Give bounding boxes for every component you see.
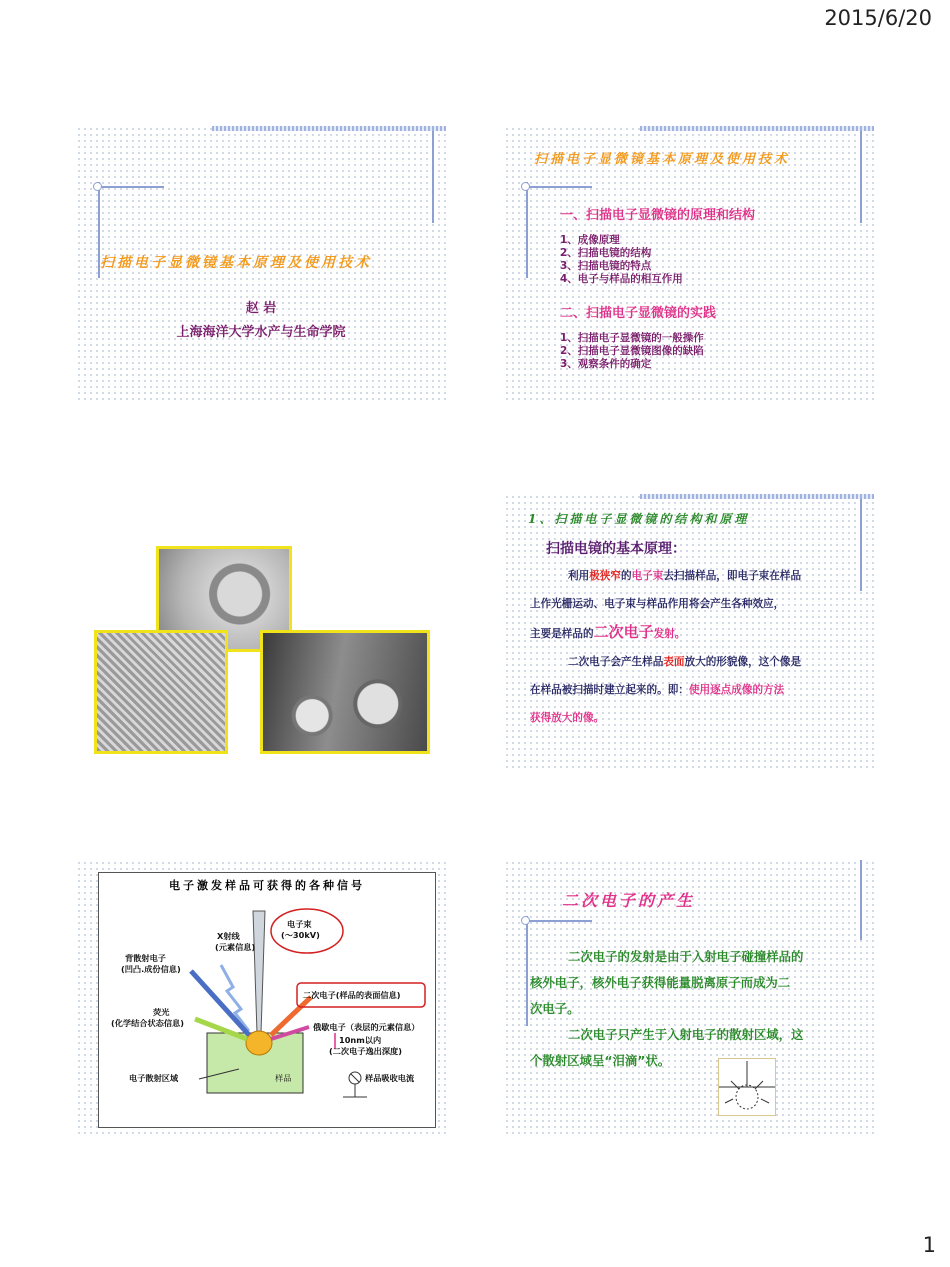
- decorative-line: [860, 131, 862, 223]
- teardrop-scatter-illustration: [718, 1058, 776, 1116]
- slide-3: [76, 494, 446, 772]
- decorative-dot: [93, 182, 102, 191]
- label-secondary-electron: 二次电子(样品的表面信息): [303, 990, 401, 1000]
- list-item: 3、扫描电镜的特点: [560, 260, 652, 272]
- decorative-line: [432, 131, 434, 223]
- label-scatter-region: 电子散射区域: [129, 1073, 179, 1083]
- highlight-text: 发射。: [653, 628, 686, 640]
- page-number: 1: [922, 1233, 936, 1257]
- label-electron-beam: 电子束: [287, 919, 312, 929]
- section-2-list: [560, 332, 704, 371]
- list-item: 2、扫描电镜的结构: [560, 247, 652, 259]
- decorative-bar: [212, 126, 446, 131]
- list-item: 4、电子与样品的相互作用: [560, 273, 683, 285]
- list-item: 1、成像原理: [560, 234, 620, 246]
- slide-2: [504, 126, 874, 404]
- text: 利用: [568, 570, 590, 582]
- label-absorbed-current: 样品吸收电流: [365, 1073, 415, 1083]
- text: 放大的形貌像，这个像是: [684, 656, 802, 668]
- decorative-dot: [521, 182, 530, 191]
- label-beam-energy: (～30kV): [281, 930, 320, 940]
- decorative-dot: [521, 916, 530, 925]
- paragraph-line: [530, 562, 870, 590]
- slide-subheading: 扫描电镜的基本原理：: [546, 541, 686, 557]
- decorative-line: [526, 182, 528, 278]
- signal-diagram-graphic: [99, 873, 435, 1127]
- image-caption: 不同倍率的果蝇SEM像: [298, 594, 420, 608]
- slide-5: [76, 860, 446, 1138]
- diagram-title: 电子激发样品可获得的各种信号: [169, 879, 365, 892]
- text: 在样品被扫描时建立起来的。即：: [530, 684, 689, 696]
- institution: 上海海洋大学水产与生命学院: [176, 325, 346, 340]
- signal-diagram: [98, 872, 436, 1128]
- label-depth: 10nm以内: [339, 1035, 382, 1045]
- text: 主要是样品的: [530, 628, 594, 640]
- slide-title: 扫描电子显微镜基本原理及使用技术: [100, 255, 372, 271]
- paragraph-line: [530, 648, 870, 676]
- paragraph-line: 个散射区域呈“泪滴”状。: [530, 1053, 671, 1068]
- paragraph-line: [530, 618, 870, 648]
- highlight-text: 二次电子: [593, 623, 654, 641]
- page-date: 2015/6/20: [824, 6, 932, 30]
- decorative-line: [526, 916, 528, 1026]
- paragraph-line: 二次电子的发射是由于入射电子碰撞样品的: [568, 949, 804, 964]
- text: 的: [620, 570, 632, 582]
- paragraph-line: [530, 676, 870, 704]
- slide-1: [76, 126, 446, 404]
- slide-4: [504, 494, 874, 772]
- slide-heading: 1、扫描电子显微镜的结构和原理: [528, 512, 750, 526]
- label-fluorescence: 荧光: [153, 1007, 170, 1017]
- paragraph-line: 次电子。: [530, 1001, 580, 1016]
- paragraph-line: 获得放大的像。: [530, 712, 605, 724]
- text: 去扫描样品，即电子束在样品: [663, 570, 802, 582]
- paragraph-1: [530, 944, 870, 1074]
- highlight-text: 表面: [663, 656, 685, 668]
- fly-eye-sem-image: [94, 630, 228, 754]
- label-auger-electron: 俄歇电子（表层的元素信息）: [313, 1022, 420, 1032]
- paragraph-line: 核外电子，核外电子获得能量脱离原子而成为二: [530, 975, 791, 990]
- section-heading-2: 二、扫描电子显微镜的实践: [560, 306, 717, 321]
- slide-6: [504, 860, 874, 1138]
- list-item: 3、观察条件的确定: [560, 358, 652, 370]
- label-xray: X射线: [217, 931, 240, 941]
- decorative-line: [522, 920, 592, 922]
- label-depth-note: (二次电子逸出深度): [329, 1046, 402, 1056]
- paragraph-line: 二次电子只产生于入射电子的散射区域，这: [568, 1027, 804, 1042]
- paragraph-line: 上作光栅运动、电子束与样品作用将会产生各种效应，: [530, 598, 785, 610]
- highlight-text: 电子束: [631, 570, 664, 582]
- slide-title: 昆虫学研究中的应用: [174, 515, 327, 535]
- list-item: 1、扫描电子显微镜的一般操作: [560, 332, 704, 344]
- section-heading-1: 一、扫描电子显微镜的原理和结构: [560, 208, 756, 223]
- highlight-text: 极狭窄: [589, 570, 621, 582]
- decorative-bar: [640, 494, 874, 499]
- decorative-bar: [640, 126, 874, 131]
- label-backscatter: 背散射电子: [125, 953, 166, 963]
- slide-title: 二次电子的产生: [562, 891, 696, 910]
- label-fluorescence-note: (化学结合状态信息): [111, 1018, 184, 1028]
- highlight-text: 使用逐点成像的方法: [688, 684, 785, 696]
- section-1-list: [560, 234, 683, 286]
- decorative-line: [860, 860, 862, 940]
- label-backscatter-note: (凹凸.成份信息): [121, 964, 181, 974]
- text: 二次电子会产生样品: [568, 656, 664, 668]
- decorative-line: [522, 186, 592, 188]
- fly-bristle-sem-image: [260, 630, 430, 754]
- decorative-line: [94, 186, 164, 188]
- slide-title: 扫描电子显微镜基本原理及使用技术: [534, 152, 791, 167]
- author: 赵 岩: [245, 301, 277, 316]
- list-item: 2、扫描电子显微镜图像的缺陷: [560, 345, 704, 357]
- label-xray-note: (元素信息): [215, 942, 256, 952]
- label-sample: 样品: [275, 1073, 292, 1083]
- paragraph-1: [530, 562, 870, 732]
